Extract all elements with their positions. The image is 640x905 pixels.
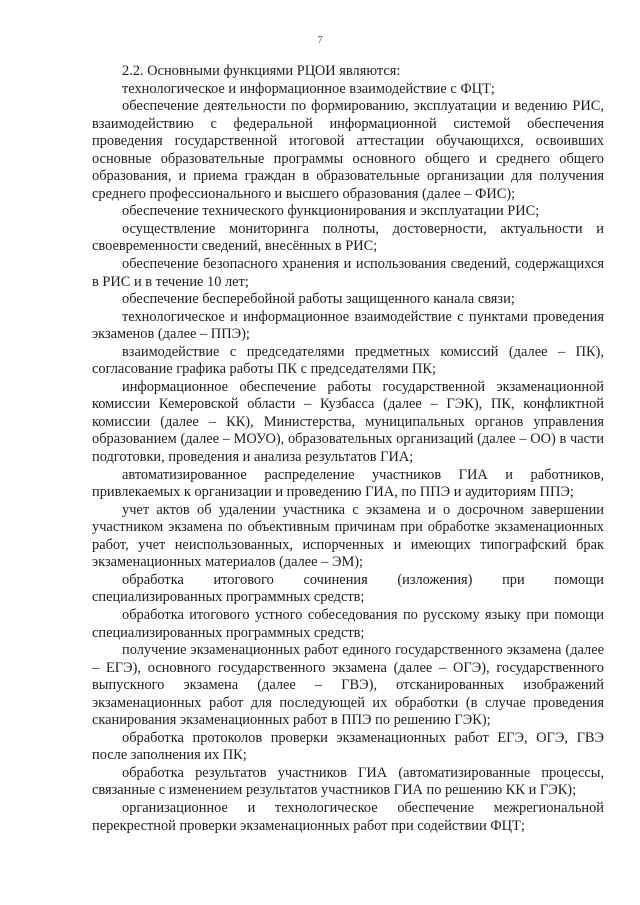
- paragraph-ppe-interaction: технологическое и информационное взаимодействие с пунктами проведения экзаменов (далее – ППЭ);: [92, 308, 604, 343]
- paragraph-distribution: автоматизированное распределение участников ГИА и работников, привлекаемых к организации и проведению ГИА, по ППЭ и аудиториям ППЭ;: [92, 466, 604, 501]
- paragraph-essay-processing: обработка итогового сочинения (изложения) при помощи специализированных программных средств;: [92, 571, 604, 606]
- paragraph-ris-technical: обеспечение технического функционирования и эксплуатации РИС;: [122, 203, 540, 220]
- paragraph-fct-interaction: технологическое и информационное взаимодействие с ФЦТ;: [122, 80, 495, 97]
- paragraph-functions-heading: 2.2. Основными функциями РЦОИ являются:: [122, 63, 401, 79]
- paragraph-acts-accounting: учет актов об удалении участника с экзамена и о досрочном завершении участником экзамена по объективным причинам при обработке экзаменационных работ, учет неиспользованных, испорченных и имеющих типографский брак экзаменационных материалов (далее – ЭМ);: [92, 501, 604, 571]
- paragraph-results: обработка результатов участников ГИА (автоматизированные процессы, связанные с изменением результатов участников ГИА по решению КК и ГЭК);: [92, 764, 604, 799]
- paragraph-monitoring: осуществление мониторинга полноты, достоверности, актуальности и своевременности сведений, внесённых в РИС;: [92, 220, 604, 255]
- paragraph-pk-interaction: взаимодействие с председателями предметных комиссий (далее – ПК), согласование графика работы ПК с председателями ПК;: [92, 343, 604, 378]
- paragraph-receiving-works: получение экзаменационных работ единого государственного экзамена (далее – ЕГЭ), основного государственного экзамена (далее – ОГЭ), государственного выпускного экзамена (далее – ГВЭ), отсканированных изображений экзаменационных работ для последующей их обработки (в случае проведения сканирования экзаменационных работ в ППЭ по решению ГЭК);: [92, 642, 604, 729]
- document-body: [92, 63, 604, 835]
- paragraph-gek-support: информационное обеспечение работы государственной экзаменационной комиссии Кемеровской области – Кузбасса (далее – ГЭК), ПК, конфликтной комиссии (далее – КК), Министерства, муниципальных органов управления образованием (далее – МОУО), образовательных организаций (далее – ОО) в части подготовки, проведения и анализа результатов ГИА;: [92, 378, 604, 466]
- paragraph-cross-check: организационное и технологическое обеспечение межрегиональной перекрестной проверки экзаменационных работ при содействии ФЦТ;: [92, 799, 604, 834]
- paragraph-secure-channel: обеспечение бесперебойной работы защищенного канала связи;: [122, 291, 515, 308]
- paragraph-ris-operation: обеспечение деятельности по формированию, эксплуатации и ведению РИС, взаимодействию с федеральной информационной системой обеспечения проведения государственной итоговой аттестации обучающихся, освоивших основные образовательные программы основного общего и среднего общего образования, и приема граждан в образовательные организации для получения среднего профессионального и высшего образования (далее – ФИС);: [92, 98, 604, 202]
- paragraph-protocols: обработка протоколов проверки экзаменационных работ ЕГЭ, ОГЭ, ГВЭ после заполнения их ПК;: [92, 729, 604, 764]
- paragraph-secure-storage: обеспечение безопасного хранения и использования сведений, содержащихся в РИС и в течение 10 лет;: [92, 256, 604, 290]
- paragraph-interview-processing: обработка итогового устного собеседования по русскому языку при помощи специализированных программных средств;: [92, 606, 604, 641]
- page-number: 7: [317, 34, 323, 46]
